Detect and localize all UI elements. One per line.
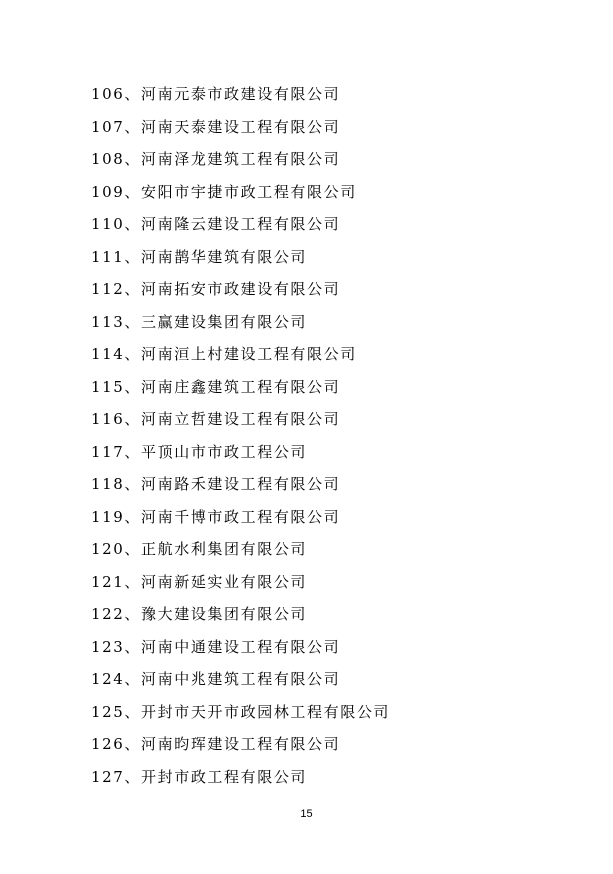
list-item: 106、河南元泰市政建设有限公司: [91, 85, 341, 103]
list-item: 111、河南鹊华建筑有限公司: [91, 247, 308, 266]
list-item: 126、河南昀珲建设工程有限公司: [91, 735, 341, 753]
list-item: 113、三赢建设集团有限公司: [91, 312, 308, 331]
list-item: 109、安阳市宇捷市政工程有限公司: [91, 182, 357, 201]
list-item: 127、开封市政工程有限公司: [91, 767, 308, 786]
list-item: 124、河南中兆建筑工程有限公司: [91, 670, 341, 688]
list-item: 117、平顶山市市政工程公司: [91, 442, 308, 461]
list-item: 114、河南洹上村建设工程有限公司: [91, 345, 357, 363]
list-item: 120、正航水利集团有限公司: [91, 540, 308, 558]
list-item: 118、河南路禾建设工程有限公司: [91, 475, 341, 493]
list-item: 125、开封市天开市政园林工程有限公司: [91, 702, 391, 721]
list-item: 110、河南隆云建设工程有限公司: [91, 215, 341, 233]
company-list: [91, 78, 390, 793]
list-item: 121、河南新延实业有限公司: [91, 572, 308, 591]
list-item: 116、河南立哲建设工程有限公司: [91, 410, 341, 428]
list-item: 115、河南庄鑫建筑工程有限公司: [91, 377, 341, 396]
list-item: 112、河南拓安市政建设有限公司: [91, 280, 341, 298]
page-number: 15: [300, 808, 313, 820]
list-item: 107、河南天泰建设工程有限公司: [91, 117, 341, 136]
list-item: 119、河南千博市政工程有限公司: [91, 507, 341, 526]
list-item: 108、河南泽龙建筑工程有限公司: [91, 150, 341, 168]
list-item: 123、河南中通建设工程有限公司: [91, 637, 341, 656]
list-item: 122、豫大建设集团有限公司: [91, 605, 308, 623]
